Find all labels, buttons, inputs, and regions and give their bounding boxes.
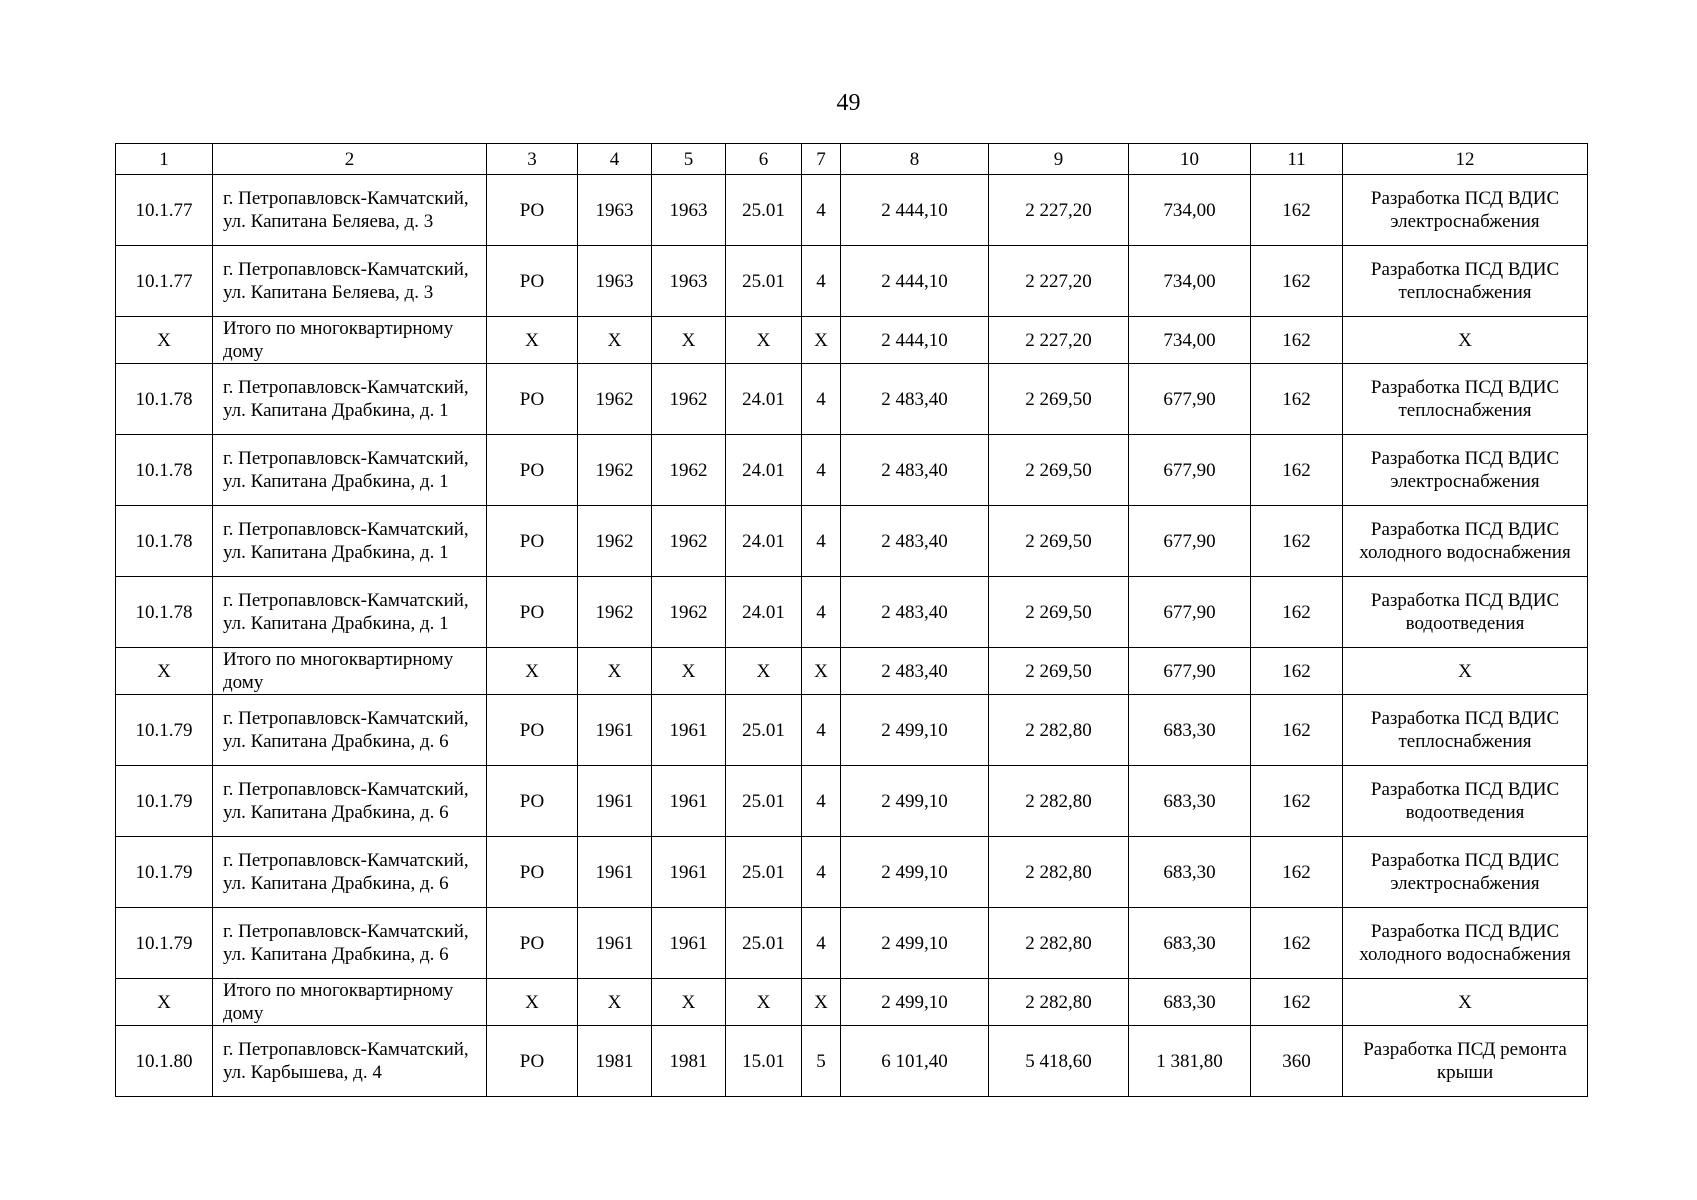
residents-cell: 162 [1251,908,1343,979]
residents-cell: 162 [1251,837,1343,908]
floors-cell: 5 [802,1026,841,1097]
total-area-cell: 2 499,10 [841,695,989,766]
row-number-cell: 10.1.77 [116,175,213,246]
type-cell: РО [487,246,578,317]
year-commissioned-cell: 1963 [652,246,726,317]
residential-area-cell: 2 282,80 [989,837,1129,908]
residents-cell: 162 [1251,435,1343,506]
code-cell: Х [726,979,802,1026]
floors-cell: 4 [802,766,841,837]
floors-cell: 4 [802,435,841,506]
table-row [116,175,1588,246]
nonresidential-area-cell: 683,30 [1129,837,1251,908]
row-number-cell: 10.1.79 [116,766,213,837]
residents-cell: 162 [1251,364,1343,435]
work-type-cell: Х [1343,317,1588,364]
code-cell: 25.01 [726,695,802,766]
residential-area-cell: 2 269,50 [989,577,1129,648]
year-built-cell: Х [578,648,652,695]
code-cell: Х [726,317,802,364]
total-area-cell: 2 444,10 [841,246,989,317]
year-commissioned-cell: Х [652,648,726,695]
column-header: 5 [652,144,726,175]
total-area-cell: 2 499,10 [841,979,989,1026]
code-cell: 24.01 [726,435,802,506]
work-type-cell: Разработка ПСД ВДИС холодного водоснабжения [1343,506,1588,577]
row-number-cell: 10.1.80 [116,1026,213,1097]
column-header: 9 [989,144,1129,175]
year-commissioned-cell: Х [652,979,726,1026]
table-row [116,837,1588,908]
address-cell: г. Петропавловск-Камчатский, ул. Капитана Драбкина, д. 1 [213,364,487,435]
type-cell: РО [487,1026,578,1097]
year-commissioned-cell: 1963 [652,175,726,246]
row-number-cell: 10.1.79 [116,837,213,908]
nonresidential-area-cell: 683,30 [1129,695,1251,766]
floors-cell: 4 [802,175,841,246]
year-built-cell: 1961 [578,766,652,837]
nonresidential-area-cell: 683,30 [1129,908,1251,979]
nonresidential-area-cell: 677,90 [1129,577,1251,648]
total-area-cell: 2 499,10 [841,837,989,908]
year-commissioned-cell: 1962 [652,577,726,648]
row-number-cell: Х [116,979,213,1026]
nonresidential-area-cell: 734,00 [1129,317,1251,364]
column-header: 1 [116,144,213,175]
type-cell: Х [487,648,578,695]
residential-area-cell: 2 282,80 [989,695,1129,766]
work-type-cell: Разработка ПСД ВДИС холодного водоснабжения [1343,908,1588,979]
column-header: 4 [578,144,652,175]
residents-cell: 360 [1251,1026,1343,1097]
residents-cell: 162 [1251,246,1343,317]
nonresidential-area-cell: 677,90 [1129,648,1251,695]
residents-cell: 162 [1251,979,1343,1026]
address-cell: г. Петропавловск-Камчатский, ул. Капитана Беляева, д. 3 [213,246,487,317]
floors-cell: Х [802,648,841,695]
address-cell: Итого по многоквартирному дому [213,317,487,364]
residents-cell: 162 [1251,506,1343,577]
address-cell: Итого по многоквартирному дому [213,979,487,1026]
year-commissioned-cell: 1981 [652,1026,726,1097]
year-built-cell: 1963 [578,175,652,246]
address-cell: г. Петропавловск-Камчатский, ул. Капитана Драбкина, д. 1 [213,506,487,577]
table-row [116,766,1588,837]
work-type-cell: Разработка ПСД ВДИС теплоснабжения [1343,695,1588,766]
type-cell: Х [487,317,578,364]
residential-area-cell: 2 269,50 [989,648,1129,695]
year-built-cell: Х [578,979,652,1026]
address-cell: Итого по многоквартирному дому [213,648,487,695]
floors-cell: 4 [802,506,841,577]
residential-area-cell: 2 227,20 [989,317,1129,364]
address-cell: г. Петропавловск-Камчатский, ул. Капитана Драбкина, д. 6 [213,837,487,908]
total-area-cell: 6 101,40 [841,1026,989,1097]
nonresidential-area-cell: 677,90 [1129,506,1251,577]
column-header: 3 [487,144,578,175]
type-cell: РО [487,175,578,246]
total-area-cell: 2 483,40 [841,577,989,648]
address-cell: г. Петропавловск-Камчатский, ул. Капитана Беляева, д. 3 [213,175,487,246]
year-built-cell: 1962 [578,577,652,648]
residents-cell: 162 [1251,577,1343,648]
floors-cell: 4 [802,908,841,979]
code-cell: Х [726,648,802,695]
year-commissioned-cell: 1961 [652,837,726,908]
residential-area-cell: 2 282,80 [989,979,1129,1026]
floors-cell: 4 [802,695,841,766]
type-cell: РО [487,364,578,435]
repair-register-table [115,143,1588,1097]
total-row [116,317,1588,364]
nonresidential-area-cell: 683,30 [1129,766,1251,837]
page-number: 49 [836,90,861,116]
floors-cell: Х [802,317,841,364]
year-commissioned-cell: Х [652,317,726,364]
code-cell: 25.01 [726,246,802,317]
residents-cell: 162 [1251,175,1343,246]
code-cell: 25.01 [726,175,802,246]
work-type-cell: Разработка ПСД ВДИС теплоснабжения [1343,246,1588,317]
total-row [116,648,1588,695]
type-cell: РО [487,908,578,979]
year-commissioned-cell: 1961 [652,766,726,837]
total-area-cell: 2 444,10 [841,175,989,246]
code-cell: 24.01 [726,577,802,648]
residential-area-cell: 5 418,60 [989,1026,1129,1097]
column-header: 11 [1251,144,1343,175]
total-area-cell: 2 499,10 [841,766,989,837]
row-number-cell: 10.1.78 [116,435,213,506]
row-number-cell: 10.1.78 [116,506,213,577]
code-cell: 24.01 [726,364,802,435]
residential-area-cell: 2 269,50 [989,506,1129,577]
total-row [116,979,1588,1026]
code-cell: 25.01 [726,766,802,837]
year-built-cell: Х [578,317,652,364]
work-type-cell: Разработка ПСД ВДИС электроснабжения [1343,435,1588,506]
total-area-cell: 2 483,40 [841,435,989,506]
total-area-cell: 2 483,40 [841,364,989,435]
column-header: 10 [1129,144,1251,175]
year-built-cell: 1963 [578,246,652,317]
year-commissioned-cell: 1962 [652,506,726,577]
floors-cell: 4 [802,577,841,648]
code-cell: 25.01 [726,837,802,908]
type-cell: РО [487,837,578,908]
code-cell: 25.01 [726,908,802,979]
residents-cell: 162 [1251,766,1343,837]
nonresidential-area-cell: 683,30 [1129,979,1251,1026]
column-header: 2 [213,144,487,175]
year-built-cell: 1961 [578,837,652,908]
column-header: 6 [726,144,802,175]
year-built-cell: 1962 [578,435,652,506]
type-cell: РО [487,577,578,648]
type-cell: РО [487,506,578,577]
table-row [116,695,1588,766]
address-cell: г. Петропавловск-Камчатский, ул. Капитана Драбкина, д. 6 [213,695,487,766]
work-type-cell: Разработка ПСД ВДИС водоотведения [1343,766,1588,837]
work-type-cell: Разработка ПСД ВДИС водоотведения [1343,577,1588,648]
floors-cell: 4 [802,364,841,435]
residential-area-cell: 2 227,20 [989,246,1129,317]
total-area-cell: 2 444,10 [841,317,989,364]
residential-area-cell: 2 282,80 [989,908,1129,979]
table-row [116,1026,1588,1097]
row-number-cell: 10.1.78 [116,577,213,648]
residential-area-cell: 2 269,50 [989,364,1129,435]
type-cell: Х [487,979,578,1026]
residential-area-cell: 2 269,50 [989,435,1129,506]
residents-cell: 162 [1251,648,1343,695]
floors-cell: 4 [802,246,841,317]
row-number-cell: 10.1.77 [116,246,213,317]
work-type-cell: Разработка ПСД ремонта крыши [1343,1026,1588,1097]
residential-area-cell: 2 227,20 [989,175,1129,246]
row-number-cell: Х [116,648,213,695]
code-cell: 15.01 [726,1026,802,1097]
row-number-cell: Х [116,317,213,364]
work-type-cell: Разработка ПСД ВДИС электроснабжения [1343,837,1588,908]
type-cell: РО [487,766,578,837]
row-number-cell: 10.1.79 [116,908,213,979]
address-cell: г. Петропавловск-Камчатский, ул. Капитана Драбкина, д. 6 [213,766,487,837]
year-commissioned-cell: 1962 [652,435,726,506]
row-number-cell: 10.1.78 [116,364,213,435]
table-row [116,908,1588,979]
type-cell: РО [487,435,578,506]
total-area-cell: 2 483,40 [841,506,989,577]
address-cell: г. Петропавловск-Камчатский, ул. Карбышева, д. 4 [213,1026,487,1097]
year-built-cell: 1961 [578,695,652,766]
column-header: 12 [1343,144,1588,175]
table-row [116,435,1588,506]
address-cell: г. Петропавловск-Камчатский, ул. Капитана Драбкина, д. 6 [213,908,487,979]
nonresidential-area-cell: 734,00 [1129,246,1251,317]
year-built-cell: 1962 [578,364,652,435]
column-header: 7 [802,144,841,175]
work-type-cell: Х [1343,648,1588,695]
work-type-cell: Разработка ПСД ВДИС электроснабжения [1343,175,1588,246]
nonresidential-area-cell: 734,00 [1129,175,1251,246]
table-row [116,506,1588,577]
residents-cell: 162 [1251,695,1343,766]
column-number-header-row [116,144,1588,175]
nonresidential-area-cell: 677,90 [1129,364,1251,435]
year-commissioned-cell: 1961 [652,908,726,979]
address-cell: г. Петропавловск-Камчатский, ул. Капитана Драбкина, д. 1 [213,577,487,648]
column-header: 8 [841,144,989,175]
table-row [116,364,1588,435]
total-area-cell: 2 499,10 [841,908,989,979]
year-commissioned-cell: 1961 [652,695,726,766]
year-built-cell: 1962 [578,506,652,577]
residential-area-cell: 2 282,80 [989,766,1129,837]
floors-cell: 4 [802,837,841,908]
code-cell: 24.01 [726,506,802,577]
work-type-cell: Разработка ПСД ВДИС теплоснабжения [1343,364,1588,435]
row-number-cell: 10.1.79 [116,695,213,766]
type-cell: РО [487,695,578,766]
residents-cell: 162 [1251,317,1343,364]
year-built-cell: 1981 [578,1026,652,1097]
work-type-cell: Х [1343,979,1588,1026]
table-row [116,577,1588,648]
nonresidential-area-cell: 1 381,80 [1129,1026,1251,1097]
nonresidential-area-cell: 677,90 [1129,435,1251,506]
total-area-cell: 2 483,40 [841,648,989,695]
year-commissioned-cell: 1962 [652,364,726,435]
year-built-cell: 1961 [578,908,652,979]
floors-cell: Х [802,979,841,1026]
address-cell: г. Петропавловск-Камчатский, ул. Капитана Драбкина, д. 1 [213,435,487,506]
table-row [116,246,1588,317]
